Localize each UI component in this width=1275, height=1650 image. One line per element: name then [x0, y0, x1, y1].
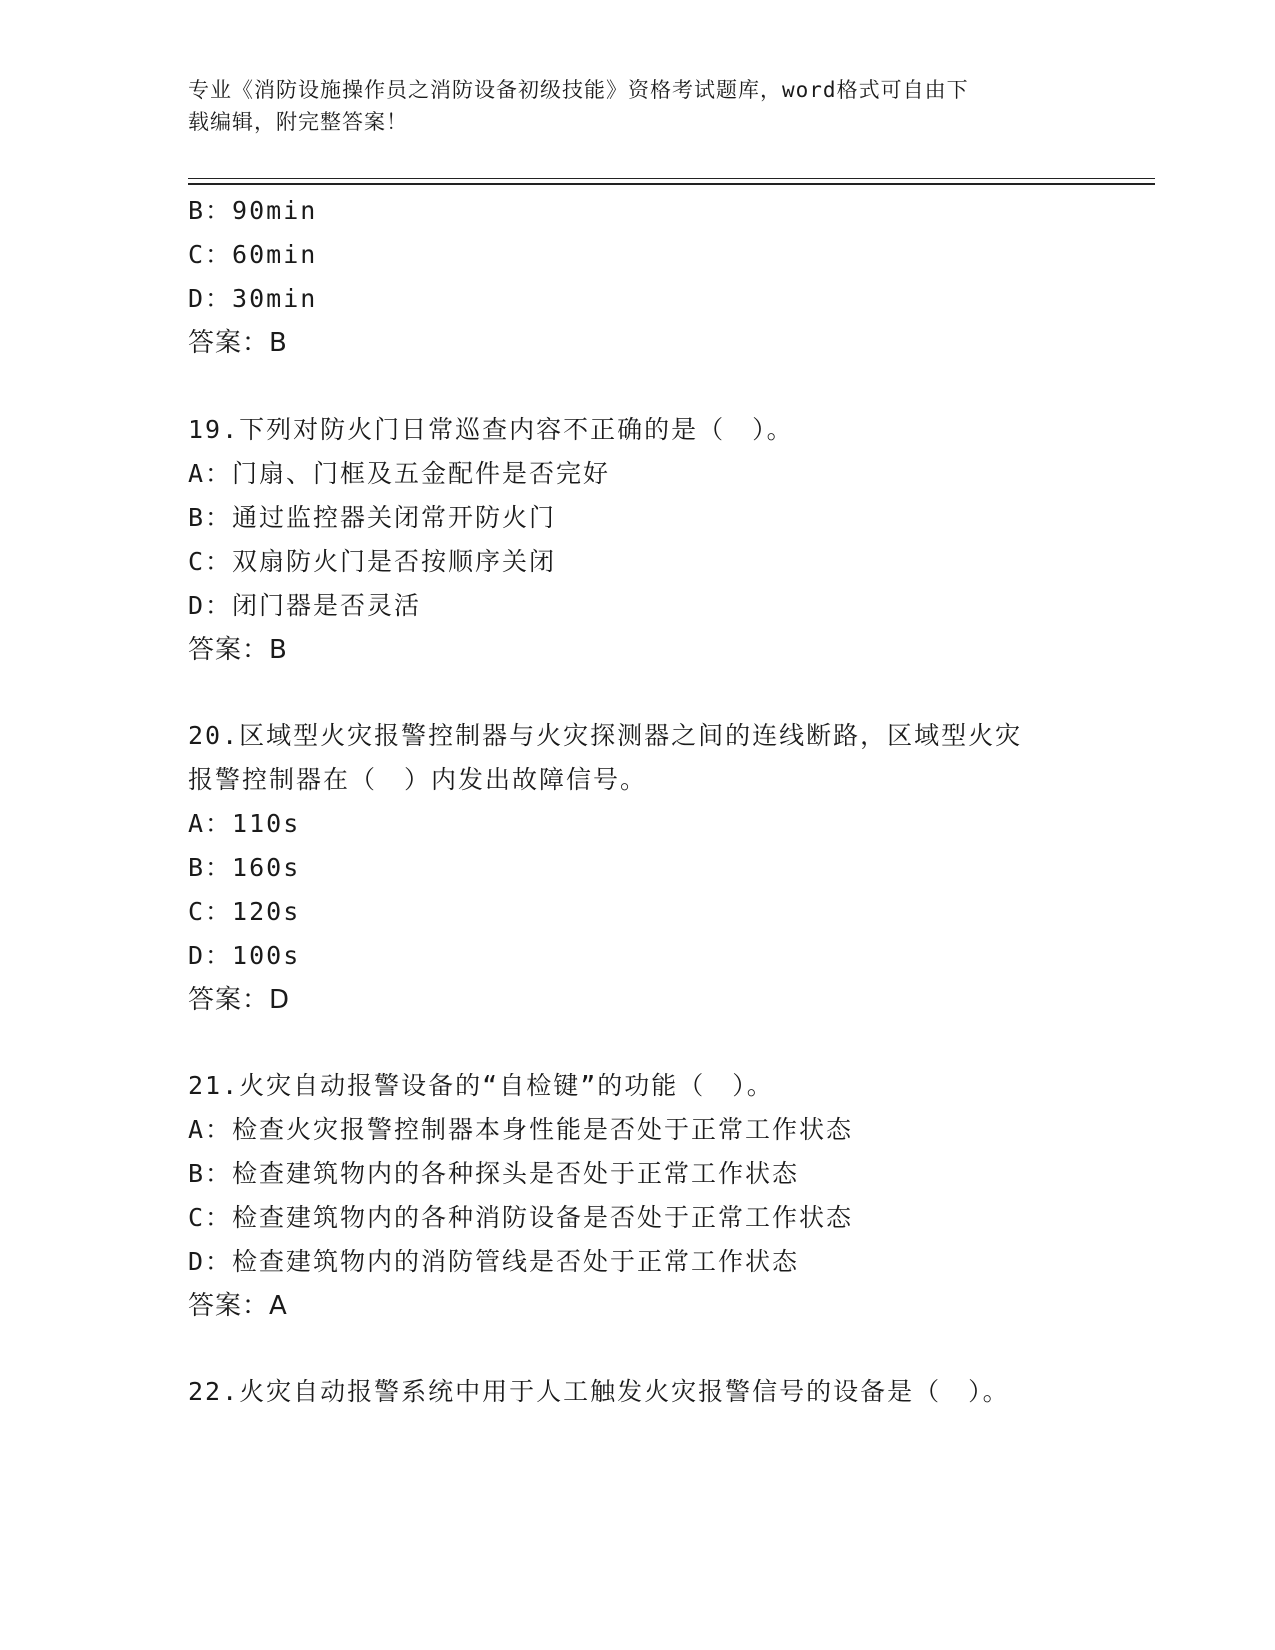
q20-option-d: D：100s [188, 941, 301, 970]
q20-stem-line-2: 报警控制器在（ ）内发出故障信号。 [188, 765, 648, 794]
prev-option-d: D：30min [188, 284, 318, 313]
q22-stem: 22.火灾自动报警系统中用于人工触发火灾报警信号的设备是（ ）。 [188, 1377, 1010, 1406]
q19-option-b: B：通过监控器关闭常开防火门 [188, 503, 557, 532]
q20-option-c: C：120s [188, 897, 301, 926]
prev-option-b: B：90min [188, 196, 318, 225]
q20-answer: 答案：D [188, 985, 291, 1015]
q21-answer: 答案：A [188, 1291, 288, 1321]
header-divider-thick [188, 183, 1155, 185]
q19-answer: 答案：B [188, 635, 288, 665]
q21-option-a: A：检查火灾报警控制器本身性能是否处于正常工作状态 [188, 1115, 854, 1144]
header-line-2: 载编辑，附完整答案！ [188, 110, 408, 134]
q21-option-b: B：检查建筑物内的各种探头是否处于正常工作状态 [188, 1159, 800, 1188]
document-header [188, 74, 1088, 138]
q20-stem-line-1: 20.区域型火灾报警控制器与火灾探测器之间的连线断路，区域型火灾 [188, 721, 1023, 750]
header-divider-thin [188, 178, 1155, 179]
q19-stem: 19.下列对防火门日常巡查内容不正确的是（ ）。 [188, 415, 794, 444]
q19-option-a: A：门扇、门框及五金配件是否完好 [188, 459, 611, 488]
prev-option-c: C：60min [188, 240, 318, 269]
q20-option-b: B：160s [188, 853, 301, 882]
q20-option-a: A：110s [188, 809, 301, 838]
q19-option-d: D：闭门器是否灵活 [188, 591, 422, 620]
q21-option-d: D：检查建筑物内的消防管线是否处于正常工作状态 [188, 1247, 800, 1276]
q21-option-c: C：检查建筑物内的各种消防设备是否处于正常工作状态 [188, 1203, 854, 1232]
q21-stem: 21.火灾自动报警设备的“自检键”的功能（ ）。 [188, 1071, 774, 1100]
q19-option-c: C：双扇防火门是否按顺序关闭 [188, 547, 557, 576]
prev-answer: 答案：B [188, 328, 288, 358]
header-line-1: 专业《消防设施操作员之消防设备初级技能》资格考试题库，word格式可自由下 [188, 78, 969, 102]
